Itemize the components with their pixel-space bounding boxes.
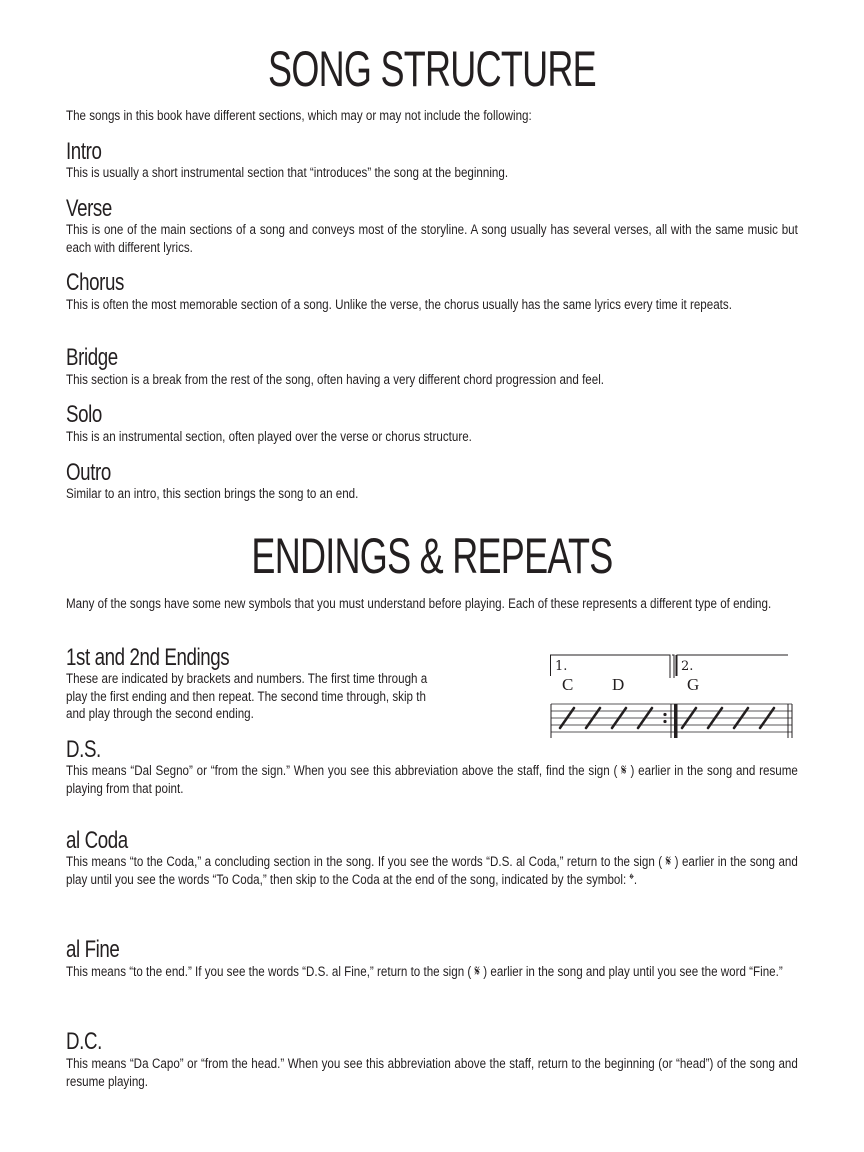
first-second-line-3: and play through the second ending. xyxy=(66,706,254,721)
al-fine-heading: al Fine xyxy=(66,936,120,963)
first-second-endings-text xyxy=(66,670,531,723)
verse-text: This is one of the main sections of a song and conveys most of the storyline. A song usually has several verses, all with the same music but each with different lyrics. xyxy=(66,222,798,255)
solo-heading: Solo xyxy=(66,401,102,428)
first-second-endings-heading: 1st and 2nd Endings xyxy=(66,644,230,671)
chord-c: C xyxy=(562,675,574,694)
endings-repeats-intro: Many of the songs have some new symbols that you must understand before playing. Each of these represents a different type of ending. xyxy=(66,596,772,611)
solo-text: This is an instrumental section, often played over the verse or chorus structure. xyxy=(66,429,472,444)
al-coda-text xyxy=(66,853,798,888)
ending-1-label: 1. xyxy=(555,659,568,674)
ds-heading: D.S. xyxy=(66,736,101,763)
segno-icon: 𝄋 xyxy=(665,852,672,870)
coda-icon: 𝄌 xyxy=(629,869,634,888)
bridge-text: This section is a break from the rest of the song, often having a very different chord progression and feel. xyxy=(66,372,605,387)
endings-repeats-title: ENDINGS & REPEATS xyxy=(251,528,613,584)
al-coda-heading: al Coda xyxy=(66,827,128,854)
verse-heading: Verse xyxy=(66,195,112,222)
dc-text: This means “Da Capo” or “from the head.” When you see this abbreviation above the staff, return to the beginning (or “head”) of the song and resume playing. xyxy=(66,1056,798,1089)
song-structure-intro: The songs in this book have different sections, which may or may not include the following: xyxy=(66,108,532,123)
chorus-text: This is often the most memorable section of a song. Unlike the verse, the chorus usually has the same lyrics every time it repeats. xyxy=(66,297,732,312)
ds-text xyxy=(66,762,798,797)
intro-heading: Intro xyxy=(66,138,102,165)
dc-heading: D.C. xyxy=(66,1028,102,1055)
al-coda-text-middle: ) earlier in the song and play until you see the words “To Coda,” then skip to the Coda at the end of the song, indicated by the symbol: xyxy=(66,854,798,887)
ds-text-after: ) earlier in the song and resume playing from that point. xyxy=(66,763,798,796)
first-second-line-1: These are indicated by brackets and numbers. The first time through a xyxy=(66,671,428,686)
endings-notation-diagram xyxy=(548,652,798,744)
chorus-heading: Chorus xyxy=(66,269,125,296)
intro-text: This is usually a short instrumental section that “introduces” the song at the beginning. xyxy=(66,165,509,180)
al-fine-text xyxy=(66,963,798,981)
segno-icon: 𝄋 xyxy=(474,962,481,980)
ds-text-before: This means “Dal Segno” or “from the sign.” When you see this abbreviation above the staff, find the sign ( xyxy=(66,763,618,778)
al-fine-text-before: This means “to the end.” If you see the words “D.S. al Fine,” return to the sign ( xyxy=(66,964,472,979)
outro-text: Similar to an intro, this section brings the song to an end. xyxy=(66,486,359,501)
al-coda-text-before: This means “to the Coda,” a concluding section in the song. If you see the words “D.S. al Coda,” return to the sign ( xyxy=(66,854,663,869)
chord-g: G xyxy=(687,675,700,694)
song-structure-title: SONG STRUCTURE xyxy=(268,41,596,97)
al-fine-text-after: ) earlier in the song and play until you see the word “Fine.” xyxy=(483,964,783,979)
end-barline xyxy=(788,704,792,738)
segno-icon: 𝄋 xyxy=(621,761,627,779)
first-second-line-2: play the first ending and then repeat. The second time through, skip th xyxy=(66,688,426,704)
chord-d: D xyxy=(612,675,625,694)
outro-heading: Outro xyxy=(66,459,111,486)
bridge-heading: Bridge xyxy=(66,344,118,371)
ending-2-label: 2. xyxy=(681,659,694,674)
repeat-sign xyxy=(663,704,677,738)
notation-svg xyxy=(548,652,798,744)
al-coda-text-after: . xyxy=(633,871,638,887)
